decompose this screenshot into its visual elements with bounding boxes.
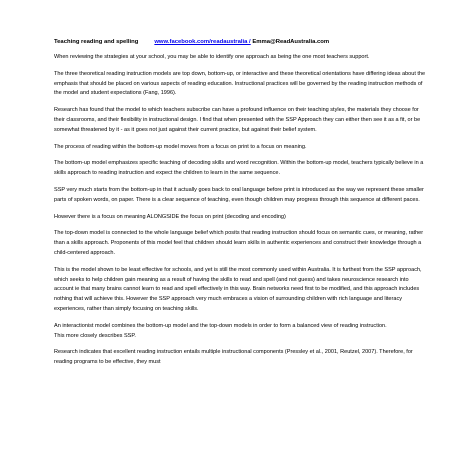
paragraph: Research indicates that excellent reading instruction entails multiple instructional components (Pressley et al., 2001, Reutzel, 2007). Therefore, for reading programs to be effective, they must [54, 349, 413, 366]
email-address: Emma@ReadAustralia.com [252, 39, 330, 45]
paragraph: Research has found that the model to which teachers subscribe can have a profound influence on their teaching styles, the materials they choose for their classrooms, and their flexibility in instructional design. I find that when presented with the SSP Approach they can either then see it as a fit, or be somewhat threatened by it - as it goes not just against their current practice, but against their belief system. [54, 107, 421, 133]
paragraph: When reviewing the strategies at your school, you may be able to identify one approach as being the one most teachers support. [54, 54, 370, 60]
paragraph: This is the model shown to be least effective for schools, and yet is still the most commonly used within Australia. It is furthest from the SSP approach, which seeks to help children gain meaning as a result of having the skills to read and spell (and not guess) and takes neuroscience research into account ie that many brains cannot learn to read and spell effectively in this way. Brain networks need first to be modified, and this approach includes nothing that will achieve this. However the SSP approach very much embraces a vision of surrounding children with rich language and literacy experiences, rather than simply focusing on teaching skills. [54, 266, 422, 312]
paragraph: The bottom-up model emphasizes specific teaching of decoding skills and word recognition. Within the bottom-up model, teachers typically believe in a skills approach to reading instruction and expect the children to learn in the same sequence. [54, 160, 424, 177]
paragraph: The process of reading within the bottom-up model moves from a focus on print to a focus on meaning. [54, 143, 307, 150]
paragraph: SSP very much starts from the bottom-up in that it actually goes back to oral language before print is introduced as the way we represent these smaller parts of spoken words, on paper. There is a clear sequence of teaching, even though children may progress through this sequence at different paces. [54, 186, 424, 203]
document-page [54, 38, 426, 375]
paragraph: The three theoretical reading instruction models are top down, bottom-up, or interactive and these theoretical orientations have differing ideas about the emphasis that should be placed on various aspects of reading education. Instructional practices will be governed by the reading instruction methods of the model and student expectations (Fang, 1996). [54, 70, 426, 97]
paragraph: An interactionist model combines the bottom-up model and the top-down models in order to form a balanced view of reading instruction. [54, 322, 387, 329]
facebook-link[interactable]: www.facebook.com/readaustralia / [154, 39, 251, 45]
paragraph: The top-down model is connected to the whole language belief which posits that reading instruction should focus on semantic cues, or meaning, rather than a skills approach. Proponents of this model feel that children should learn skills in authentic experiences and construct their knowledge through a child-centered approach. [54, 230, 424, 256]
paragraph: However there is a focus on meaning ALONGSIDE the focus on print (decoding and encoding) [54, 213, 286, 220]
document-header [54, 38, 426, 46]
document-title: Teaching reading and spelling [54, 39, 139, 45]
paragraph: This more closely describes SSP. [54, 332, 136, 339]
